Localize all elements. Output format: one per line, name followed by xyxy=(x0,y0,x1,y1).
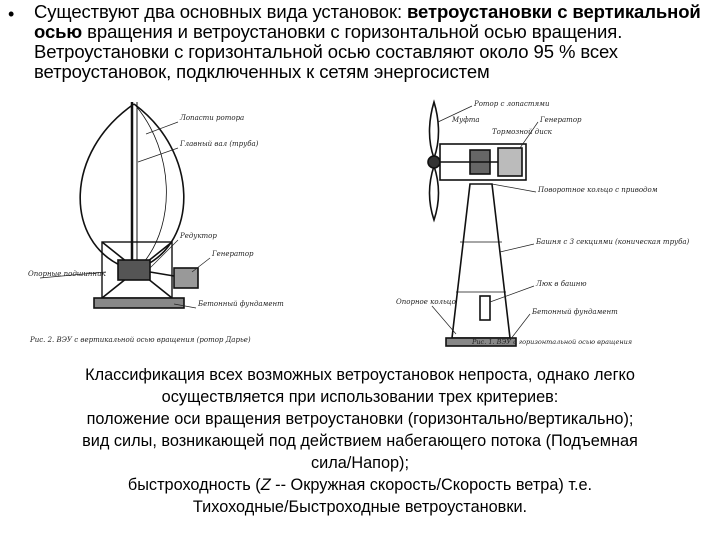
blade-inner-line xyxy=(136,106,166,262)
upper-blade xyxy=(430,102,439,158)
label-brake: Тормозной диск xyxy=(492,128,552,136)
label-hatch: Люк в башню xyxy=(536,280,587,288)
classification-line-7: Тихоходные/Быстроходные ветроустановки. xyxy=(192,498,528,516)
speed-symbol: Z xyxy=(260,476,271,494)
label-blades: Лопасти ротора xyxy=(180,114,245,122)
speed-prefix: быстроходность ( xyxy=(127,476,261,494)
figure-svg xyxy=(24,92,696,364)
horizontal-turbine-drawing xyxy=(428,102,526,346)
hub xyxy=(428,156,440,168)
darrieus-labels xyxy=(28,114,284,344)
tower xyxy=(452,184,510,338)
label-shaft: Главный вал (труба) xyxy=(180,140,259,148)
classification-line-4: вид силы, возникающей под действием набегающего потока (Подъемная xyxy=(82,432,638,450)
label-generator: Генератор xyxy=(212,250,254,258)
generator-shaft xyxy=(150,272,174,276)
label-foundation-r: Бетонный фундамент xyxy=(532,308,618,316)
bullet-text-part1: Существуют два основных вида установок: xyxy=(34,1,408,22)
left-caption: Рис. 2. ВЭУ с вертикальной осью вращения (ротор Дарье) xyxy=(30,336,251,344)
label-coupling: Муфта xyxy=(452,116,480,124)
label-tower: Башня с 3 секциями (коническая труба) xyxy=(536,238,690,246)
label-reducer: Редуктор xyxy=(180,232,217,240)
label-base-ring: Опорное кольцо xyxy=(396,298,456,306)
wind-turbines-figure xyxy=(24,92,696,364)
label-bearings: Опорные подшипник xyxy=(28,270,106,278)
bullet-text-bold: ветроустановки с вертикальной осью xyxy=(34,1,701,42)
right-caption: Рис. 1. ВЭУ с горизонтальной осью вращения xyxy=(472,338,633,346)
label-rotate-ring: Поворотное кольцо с приводом xyxy=(538,186,658,194)
classification-text xyxy=(20,364,700,518)
speed-suffix: -- Окружная скорость/Скорость ветра) т.е. xyxy=(270,476,593,494)
classification-line-1: Классификация всех возможных ветроустановок непроста, однако легко xyxy=(85,366,635,384)
lower-blade xyxy=(430,166,439,220)
generator-box xyxy=(174,268,198,288)
gearbox xyxy=(118,260,150,280)
bullet-text-part2: вращения и ветроустановки с горизонтальной осью вращения. Ветроустановки с горизонтальной осью составляют около 95 % всех ветроустановок, подключенных к сетям энергосистем xyxy=(34,21,623,82)
horizontal-labels xyxy=(396,100,690,346)
label-foundation: Бетонный фундамент xyxy=(198,300,284,308)
generator-unit xyxy=(498,148,522,176)
foundation-slab xyxy=(94,298,184,308)
classification-line-2: осуществляется при использовании трех критериев: xyxy=(161,388,559,406)
label-rotor: Ротор с лопастями xyxy=(474,100,550,108)
label-generator-r: Генератор xyxy=(540,116,582,124)
bullet-paragraph xyxy=(34,2,704,82)
classification-line-6 xyxy=(20,474,700,496)
classification-line-3: положение оси вращения ветроустановки (горизонтально/вертикально); xyxy=(86,410,634,428)
bullet-marker: • xyxy=(8,4,15,24)
classification-line-5: сила/Напор); xyxy=(311,454,409,472)
